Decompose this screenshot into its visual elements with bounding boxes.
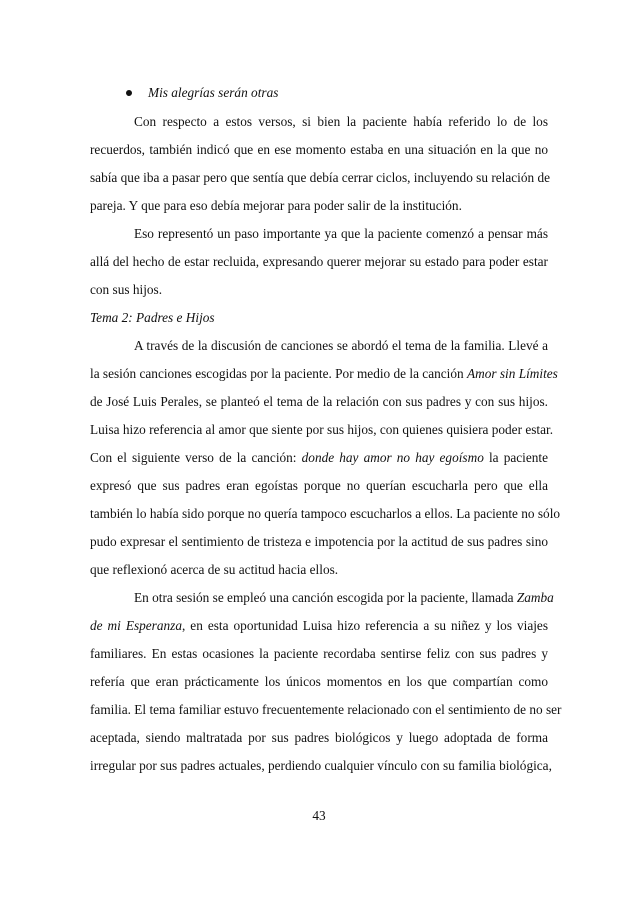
paragraph-line: con sus hijos. (90, 282, 163, 297)
line-text: En otra sesión se empleó una canción escogida por la paciente, llamada (134, 590, 517, 605)
paragraph-1 (90, 108, 551, 220)
paragraph-line (90, 584, 554, 612)
paragraph-line: familiares. En estas ocasiones la paciente recordaba sentirse feliz con sus padres y (90, 646, 548, 661)
song-title: de mi Esperanza (90, 618, 182, 633)
document-page (90, 78, 562, 780)
paragraph-line: Luisa hizo referencia al amor que siente por sus hijos, con quienes quisiera poder estar. (90, 422, 554, 437)
paragraph-line: que reflexionó acerca de su actitud hacia ellos. (90, 562, 339, 577)
song-verse: donde hay amor no hay egoísmo (301, 450, 484, 465)
paragraph-line (90, 360, 558, 388)
line-text: Con el siguiente verso de la canción: (90, 450, 302, 465)
page-number: 43 (312, 808, 326, 823)
paragraph-line: familia. El tema familiar estuvo frecuentemente relacionado con el sentimiento de no ser (90, 702, 562, 717)
paragraph-line: allá del hecho de estar recluida, expresando querer mejorar su estado para poder estar (90, 254, 548, 269)
paragraph-line: Eso representó un paso importante ya que la paciente comenzó a pensar más (134, 226, 548, 241)
paragraph-line: pareja. Y que para eso debía mejorar para poder salir de la institución. (90, 198, 462, 213)
paragraph-line: expresó que sus padres eran egoístas porque no querían escucharla pero que ella (90, 478, 548, 493)
line-text: , en esta oportunidad Luisa hizo referencia a su niñez y los viajes (181, 618, 548, 633)
paragraph-line: sabía que iba a pasar pero que sentía que debía cerrar ciclos, incluyendo su relación de (90, 170, 551, 185)
bullet-text: Mis alegrías serán otras (148, 85, 279, 100)
bullet-dot-icon (126, 90, 132, 96)
paragraph-line: Con respecto a estos versos, si bien la paciente había referido lo de los (134, 114, 548, 129)
paragraph-4 (90, 584, 562, 780)
paragraph-line: refería que eran prácticamente los únicos momentos en los que compartían como (90, 674, 548, 689)
paragraph-2 (90, 220, 548, 304)
paragraph-line (90, 612, 548, 640)
song-title: Amor sin Límites (466, 366, 558, 381)
paragraph-line: irregular por sus padres actuales, perdiendo cualquier vínculo con su familia biológica, (90, 758, 552, 773)
paragraph-line: de José Luis Perales, se planteó el tema de la relación con sus padres y con sus hijos. (90, 394, 548, 409)
section-heading: Tema 2: Padres e Hijos (90, 310, 215, 325)
paragraph-3 (90, 332, 561, 584)
line-text: la paciente (483, 450, 548, 465)
song-title: Zamba (516, 590, 554, 605)
paragraph-line: A través de la discusión de canciones se abordó el tema de la familia. Llevé a (134, 338, 548, 353)
paragraph-line: pudo expresar el sentimiento de tristeza e impotencia por la actitud de sus padres sino (90, 534, 548, 549)
bullet-item (90, 78, 548, 108)
paragraph-line: también lo había sido porque no quería tampoco escucharlos a ellos. La paciente no sólo (90, 506, 561, 521)
paragraph-line: aceptada, siendo maltratada por sus padres biológicos y luego adoptada de forma (90, 730, 548, 745)
line-text: la sesión canciones escogidas por la paciente. Por medio de la canción (90, 366, 467, 381)
paragraph-line (90, 444, 548, 472)
paragraph-line: recuerdos, también indicó que en ese momento estaba en una situación en la que no (90, 142, 548, 157)
